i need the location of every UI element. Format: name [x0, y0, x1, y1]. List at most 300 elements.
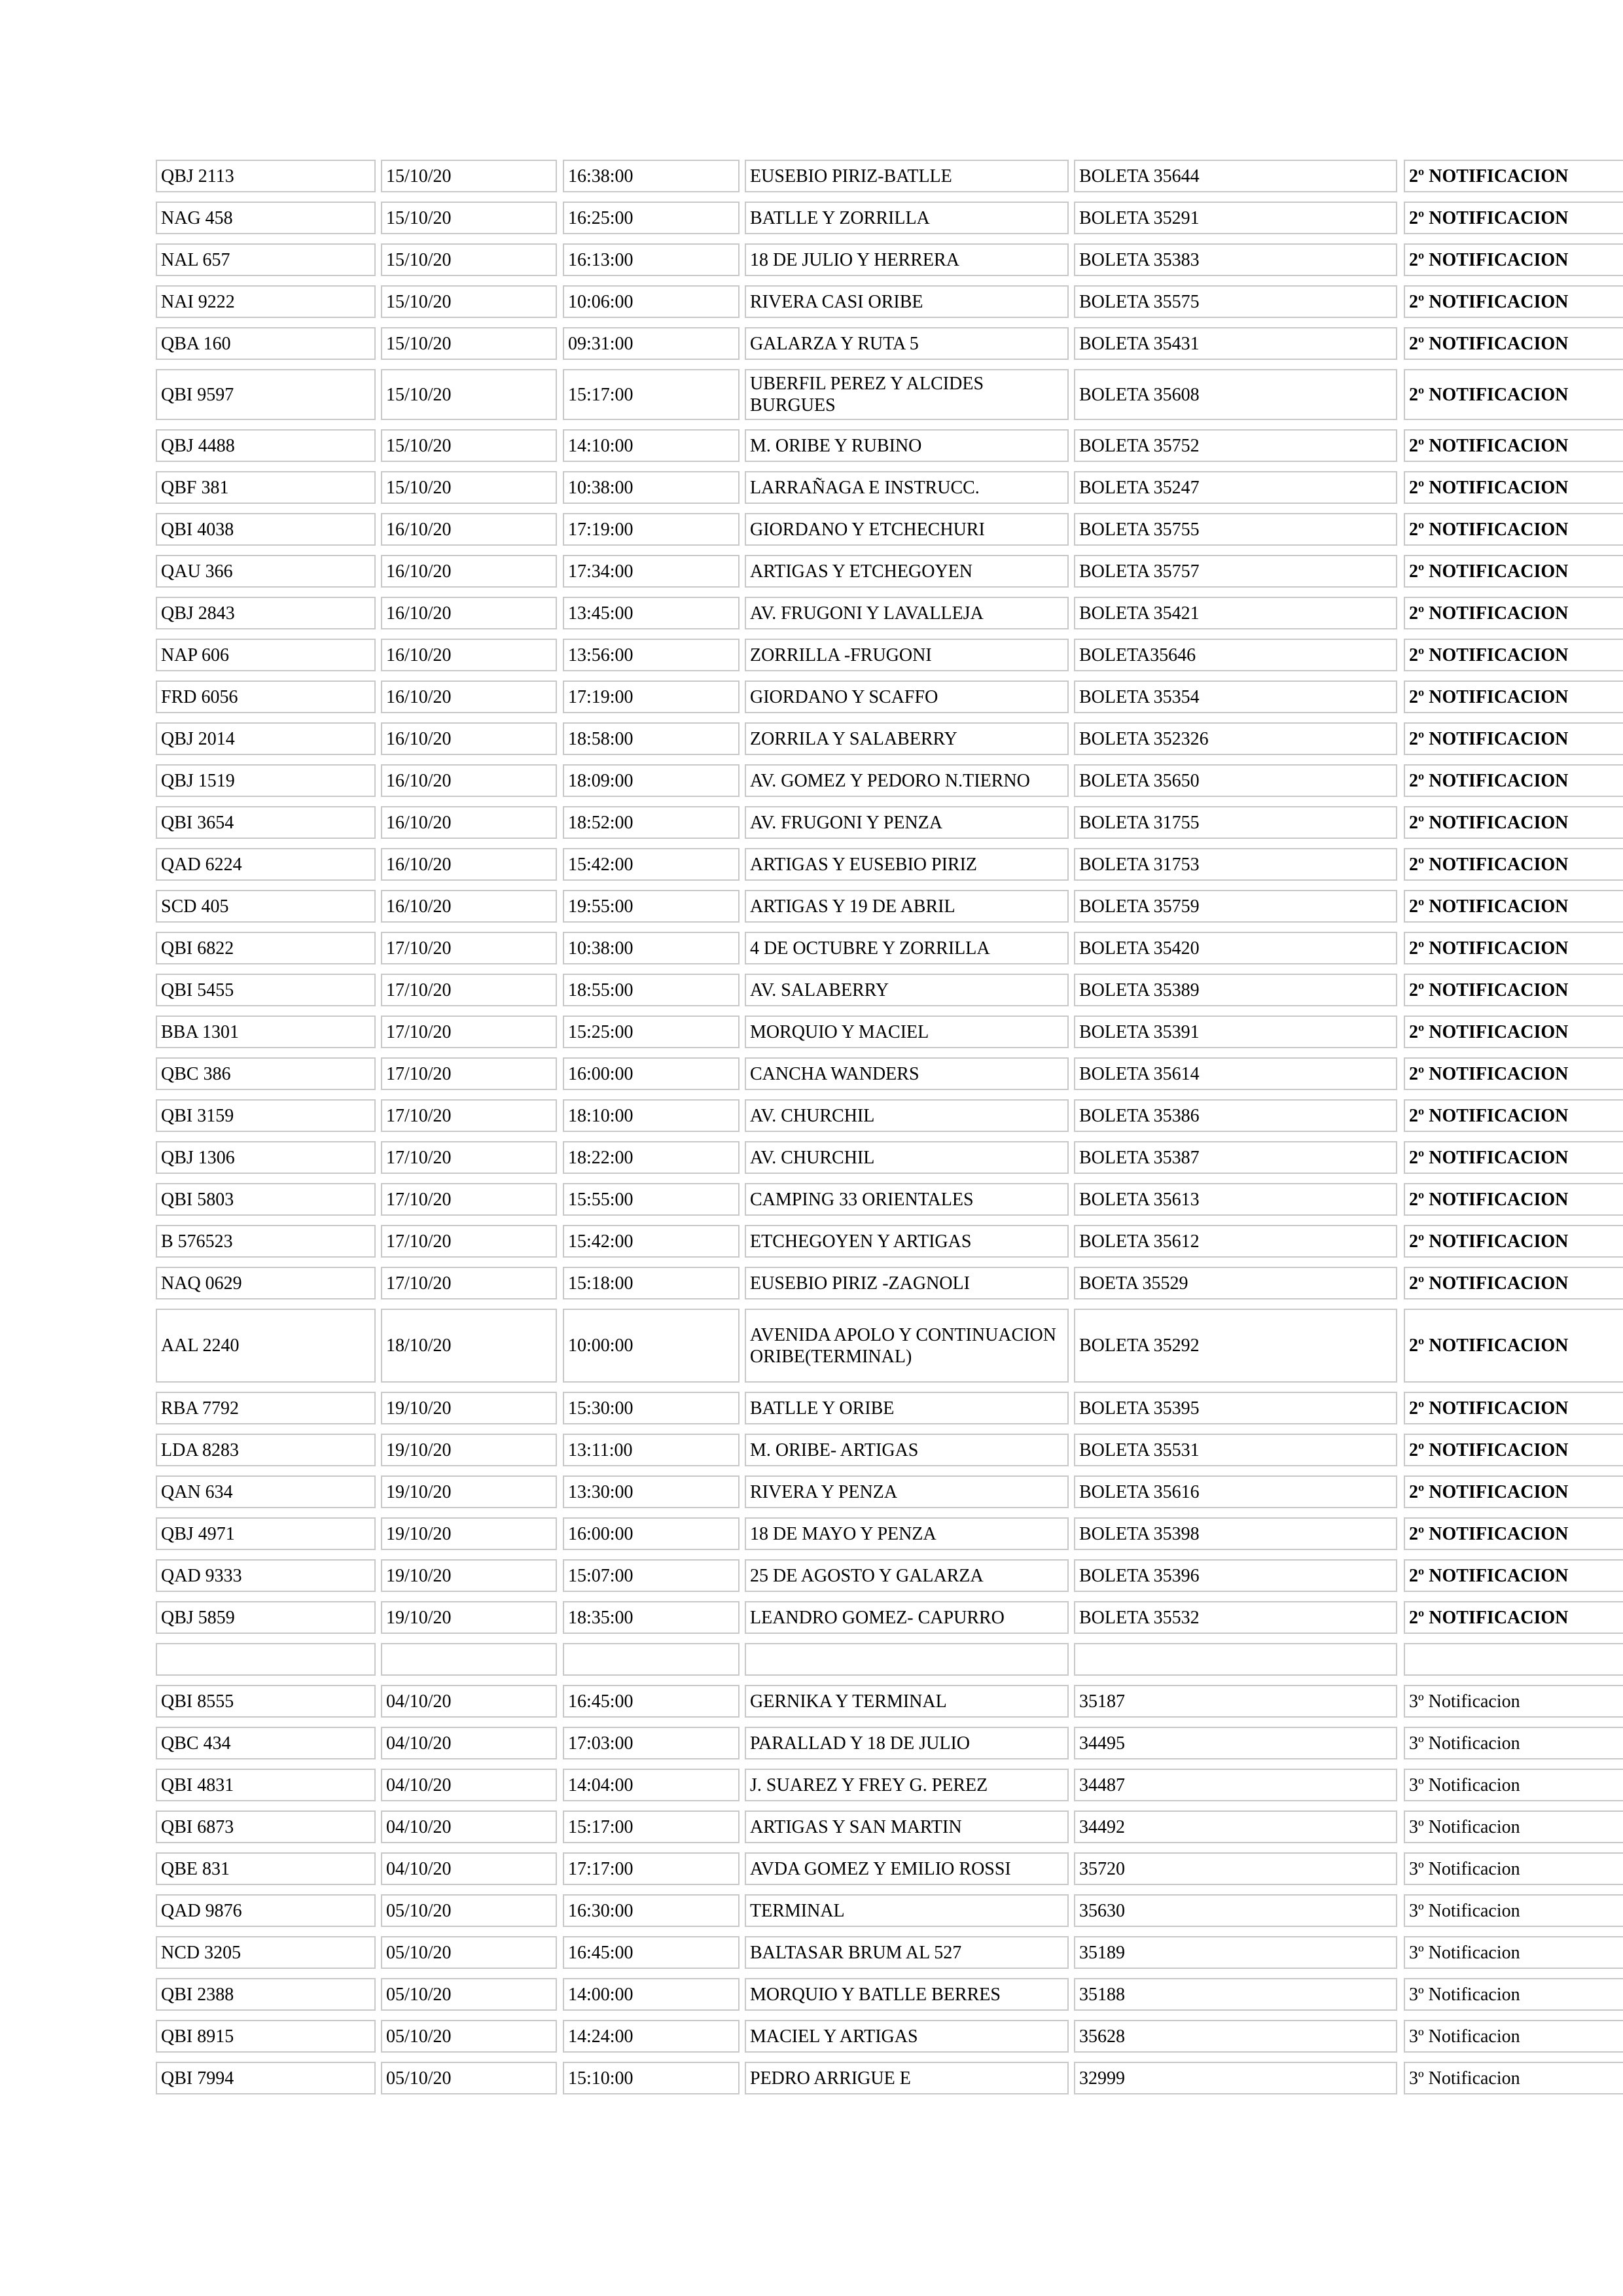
table-row: [156, 513, 1623, 546]
status-cell: 2º NOTIFICACION: [1404, 202, 1623, 234]
date-cell: 19/10/20: [381, 1559, 557, 1592]
table-row: [156, 429, 1623, 462]
date-cell: 17/10/20: [381, 1267, 557, 1299]
table-row: [156, 471, 1623, 504]
table-row: [156, 1727, 1623, 1759]
ticket-cell: 35187: [1074, 1685, 1397, 1718]
status-cell: 2º NOTIFICACION: [1404, 555, 1623, 588]
time-cell: 14:24:00: [563, 2020, 740, 2053]
plate-cell: QAD 9333: [156, 1559, 376, 1592]
plate-cell: QBJ 2113: [156, 160, 376, 192]
location-cell: MACIEL Y ARTIGAS: [745, 2020, 1069, 2053]
plate-cell: QBF 381: [156, 471, 376, 504]
date-cell: 19/10/20: [381, 1475, 557, 1508]
table-row: [156, 639, 1623, 671]
location-cell: ARTIGAS Y EUSEBIO PIRIZ: [745, 848, 1069, 881]
date-cell: 17/10/20: [381, 1225, 557, 1258]
ticket-cell: 35630: [1074, 1894, 1397, 1927]
time-cell: 15:10:00: [563, 2062, 740, 2094]
status-cell: 2º NOTIFICACION: [1404, 1475, 1623, 1508]
time-cell: 15:25:00: [563, 1016, 740, 1048]
location-cell: RIVERA CASI ORIBE: [745, 285, 1069, 318]
date-cell: 18/10/20: [381, 1309, 557, 1383]
date-cell: 17/10/20: [381, 1057, 557, 1090]
status-cell: 2º NOTIFICACION: [1404, 1434, 1623, 1466]
table-row: [156, 1475, 1623, 1508]
table-row: [156, 890, 1623, 923]
date-cell: 15/10/20: [381, 202, 557, 234]
location-cell: GERNIKA Y TERMINAL: [745, 1685, 1069, 1718]
ticket-cell: BOLETA 35420: [1074, 932, 1397, 964]
plate-cell: QBI 3159: [156, 1099, 376, 1132]
plate-cell: RBA 7792: [156, 1392, 376, 1424]
location-cell: CAMPING 33 ORIENTALES: [745, 1183, 1069, 1216]
ticket-cell: 34492: [1074, 1810, 1397, 1843]
time-cell: 16:13:00: [563, 243, 740, 276]
plate-cell: QAN 634: [156, 1475, 376, 1508]
date-cell: 15/10/20: [381, 243, 557, 276]
status-cell: 3º Notificacion: [1404, 1769, 1623, 1801]
ticket-cell: 35189: [1074, 1936, 1397, 1969]
location-cell: LARRAÑAGA E INSTRUCC.: [745, 471, 1069, 504]
table-row: [156, 680, 1623, 713]
plate-cell: QBE 831: [156, 1852, 376, 1885]
date-cell: 16/10/20: [381, 806, 557, 839]
date-cell: 16/10/20: [381, 848, 557, 881]
plate-cell: QBJ 1519: [156, 764, 376, 797]
ticket-cell: BOLETA 35396: [1074, 1559, 1397, 1592]
date-cell: 19/10/20: [381, 1601, 557, 1634]
table-row: [156, 1267, 1623, 1299]
table-row: [156, 1517, 1623, 1550]
time-cell: 16:00:00: [563, 1517, 740, 1550]
status-cell: 2º NOTIFICACION: [1404, 806, 1623, 839]
table-row: [156, 2062, 1623, 2094]
ticket-cell: BOLETA 35391: [1074, 1016, 1397, 1048]
ticket-cell: BOLETA 35395: [1074, 1392, 1397, 1424]
location-cell: ETCHEGOYEN Y ARTIGAS: [745, 1225, 1069, 1258]
time-cell: 09:31:00: [563, 327, 740, 360]
plate-cell: AAL 2240: [156, 1309, 376, 1383]
status-cell: 2º NOTIFICACION: [1404, 1601, 1623, 1634]
ticket-cell: BOLETA 35613: [1074, 1183, 1397, 1216]
plate-cell: QBJ 2843: [156, 597, 376, 629]
status-cell: 2º NOTIFICACION: [1404, 471, 1623, 504]
ticket-cell: BOLETA 35575: [1074, 285, 1397, 318]
time-cell: 18:22:00: [563, 1141, 740, 1174]
plate-cell: QBI 9597: [156, 369, 376, 420]
status-cell: 3º Notificacion: [1404, 1685, 1623, 1718]
date-cell: 05/10/20: [381, 1978, 557, 2011]
status-cell: 2º NOTIFICACION: [1404, 764, 1623, 797]
location-cell: M. ORIBE- ARTIGAS: [745, 1434, 1069, 1466]
location-cell: EUSEBIO PIRIZ -ZAGNOLI: [745, 1267, 1069, 1299]
status-cell: 2º NOTIFICACION: [1404, 1309, 1623, 1383]
ticket-cell: 35188: [1074, 1978, 1397, 2011]
ticket-cell: BOLETA 31755: [1074, 806, 1397, 839]
time-cell: 14:00:00: [563, 1978, 740, 2011]
time-cell: 17:03:00: [563, 1727, 740, 1759]
table-row: [156, 1936, 1623, 1969]
plate-cell: QBI 3654: [156, 806, 376, 839]
date-cell: 16/10/20: [381, 680, 557, 713]
time-cell: 10:06:00: [563, 285, 740, 318]
plate-cell: QBA 160: [156, 327, 376, 360]
time-cell: 17:17:00: [563, 1852, 740, 1885]
status-cell: 3º Notificacion: [1404, 1978, 1623, 2011]
time-cell: 17:34:00: [563, 555, 740, 588]
table-row: [156, 597, 1623, 629]
ticket-cell: BOLETA 35752: [1074, 429, 1397, 462]
plate-cell: QBI 2388: [156, 1978, 376, 2011]
time-cell: 15:18:00: [563, 1267, 740, 1299]
location-cell: MORQUIO Y MACIEL: [745, 1016, 1069, 1048]
date-cell: 15/10/20: [381, 429, 557, 462]
ticket-cell: BOETA 35529: [1074, 1267, 1397, 1299]
date-cell: 17/10/20: [381, 1016, 557, 1048]
status-cell: 2º NOTIFICACION: [1404, 932, 1623, 964]
plate-cell: QBJ 4488: [156, 429, 376, 462]
table-row: [156, 1685, 1623, 1718]
status-cell: 2º NOTIFICACION: [1404, 369, 1623, 420]
location-cell: 25 DE AGOSTO Y GALARZA: [745, 1559, 1069, 1592]
table-row: [156, 974, 1623, 1006]
status-cell: 3º Notificacion: [1404, 1810, 1623, 1843]
time-cell: 13:11:00: [563, 1434, 740, 1466]
ticket-cell: BOLETA 35759: [1074, 890, 1397, 923]
plate-cell: QBI 8555: [156, 1685, 376, 1718]
table-row: [156, 1099, 1623, 1132]
date-cell: 16/10/20: [381, 513, 557, 546]
time-cell: 14:10:00: [563, 429, 740, 462]
time-cell: 10:00:00: [563, 1309, 740, 1383]
location-cell: AV. SALABERRY: [745, 974, 1069, 1006]
status-cell: 2º NOTIFICACION: [1404, 597, 1623, 629]
time-cell: 17:19:00: [563, 513, 740, 546]
table-row: [156, 722, 1623, 755]
time-cell: 10:38:00: [563, 471, 740, 504]
status-cell: 2º NOTIFICACION: [1404, 1016, 1623, 1048]
location-cell: TERMINAL: [745, 1894, 1069, 1927]
status-cell: 2º NOTIFICACION: [1404, 513, 1623, 546]
ticket-cell: BOLETA 35398: [1074, 1517, 1397, 1550]
location-cell: AV. FRUGONI Y LAVALLEJA: [745, 597, 1069, 629]
time-cell: 13:45:00: [563, 597, 740, 629]
ticket-cell: BOLETA 35292: [1074, 1309, 1397, 1383]
table-row: [156, 1978, 1623, 2011]
location-cell: 4 DE OCTUBRE Y ZORRILLA: [745, 932, 1069, 964]
time-cell: 18:55:00: [563, 974, 740, 1006]
status-cell: 2º NOTIFICACION: [1404, 890, 1623, 923]
ticket-cell: BOLETA 31753: [1074, 848, 1397, 881]
plate-cell: QAD 9876: [156, 1894, 376, 1927]
ticket-cell: BOLETA 352326: [1074, 722, 1397, 755]
notification-table: [156, 160, 1623, 2094]
time-cell: 16:25:00: [563, 202, 740, 234]
time-cell: 16:00:00: [563, 1057, 740, 1090]
time-cell: 18:58:00: [563, 722, 740, 755]
location-cell: 18 DE MAYO Y PENZA: [745, 1517, 1069, 1550]
location-cell: AV. CHURCHIL: [745, 1141, 1069, 1174]
time-cell: 18:10:00: [563, 1099, 740, 1132]
ticket-cell: 35628: [1074, 2020, 1397, 2053]
location-cell: BATLLE Y ORIBE: [745, 1392, 1069, 1424]
location-cell: CANCHA WANDERS: [745, 1057, 1069, 1090]
ticket-cell: BOLETA 35431: [1074, 327, 1397, 360]
date-cell: 05/10/20: [381, 2062, 557, 2094]
date-cell: 17/10/20: [381, 1099, 557, 1132]
table-row: [156, 1810, 1623, 1843]
ticket-cell: BOLETA 35608: [1074, 369, 1397, 420]
location-cell: AVDA GOMEZ Y EMILIO ROSSI: [745, 1852, 1069, 1885]
ticket-cell: BOLETA 35532: [1074, 1601, 1397, 1634]
plate-cell: QBJ 5859: [156, 1601, 376, 1634]
table-row: [156, 1601, 1623, 1634]
date-cell: 04/10/20: [381, 1727, 557, 1759]
location-cell: M. ORIBE Y RUBINO: [745, 429, 1069, 462]
date-cell: 04/10/20: [381, 1852, 557, 1885]
location-cell: AV. GOMEZ Y PEDORO N.TIERNO: [745, 764, 1069, 797]
ticket-cell: BOLETA 35387: [1074, 1141, 1397, 1174]
date-cell: 16/10/20: [381, 555, 557, 588]
time-cell: [563, 1643, 740, 1676]
table-row: [156, 1309, 1623, 1383]
plate-cell: QBI 6873: [156, 1810, 376, 1843]
ticket-cell: BOLETA 35421: [1074, 597, 1397, 629]
plate-cell: FRD 6056: [156, 680, 376, 713]
table-row: [156, 243, 1623, 276]
date-cell: 05/10/20: [381, 1894, 557, 1927]
status-cell: 2º NOTIFICACION: [1404, 1141, 1623, 1174]
time-cell: 16:45:00: [563, 1685, 740, 1718]
table-row: [156, 1225, 1623, 1258]
table-row: [156, 1016, 1623, 1048]
location-cell: PARALLAD Y 18 DE JULIO: [745, 1727, 1069, 1759]
plate-cell: NAI 9222: [156, 285, 376, 318]
plate-cell: QBI 7994: [156, 2062, 376, 2094]
plate-cell: QBC 386: [156, 1057, 376, 1090]
location-cell: ARTIGAS Y 19 DE ABRIL: [745, 890, 1069, 923]
ticket-cell: 34495: [1074, 1727, 1397, 1759]
time-cell: 17:19:00: [563, 680, 740, 713]
time-cell: 15:07:00: [563, 1559, 740, 1592]
status-cell: 2º NOTIFICACION: [1404, 243, 1623, 276]
plate-cell: SCD 405: [156, 890, 376, 923]
date-cell: 17/10/20: [381, 974, 557, 1006]
location-cell: AV. FRUGONI Y PENZA: [745, 806, 1069, 839]
table-row: [156, 848, 1623, 881]
location-cell: RIVERA Y PENZA: [745, 1475, 1069, 1508]
ticket-cell: BOLETA 35389: [1074, 974, 1397, 1006]
time-cell: 15:42:00: [563, 848, 740, 881]
plate-cell: QAD 6224: [156, 848, 376, 881]
time-cell: 16:45:00: [563, 1936, 740, 1969]
date-cell: 15/10/20: [381, 327, 557, 360]
table-row: [156, 1894, 1623, 1927]
location-cell: J. SUAREZ Y FREY G. PEREZ: [745, 1769, 1069, 1801]
ticket-cell: [1074, 1643, 1397, 1676]
status-cell: 2º NOTIFICACION: [1404, 160, 1623, 192]
plate-cell: QBI 4038: [156, 513, 376, 546]
ticket-cell: BOLETA 35755: [1074, 513, 1397, 546]
date-cell: 04/10/20: [381, 1769, 557, 1801]
plate-cell: QBJ 1306: [156, 1141, 376, 1174]
date-cell: 17/10/20: [381, 1183, 557, 1216]
plate-cell: NAP 606: [156, 639, 376, 671]
date-cell: 16/10/20: [381, 890, 557, 923]
status-cell: 3º Notificacion: [1404, 1852, 1623, 1885]
table-row: [156, 1434, 1623, 1466]
table-row: [156, 2020, 1623, 2053]
date-cell: 15/10/20: [381, 160, 557, 192]
plate-cell: QBI 5455: [156, 974, 376, 1006]
location-cell: GIORDANO Y SCAFFO: [745, 680, 1069, 713]
table-row: [156, 202, 1623, 234]
table-row: [156, 369, 1623, 420]
date-cell: 16/10/20: [381, 764, 557, 797]
location-cell: BALTASAR BRUM AL 527: [745, 1936, 1069, 1969]
plate-cell: QBI 6822: [156, 932, 376, 964]
location-cell: [745, 1643, 1069, 1676]
status-cell: 2º NOTIFICACION: [1404, 1057, 1623, 1090]
date-cell: 04/10/20: [381, 1810, 557, 1843]
plate-cell: B 576523: [156, 1225, 376, 1258]
date-cell: 05/10/20: [381, 1936, 557, 1969]
date-cell: 15/10/20: [381, 369, 557, 420]
ticket-cell: BOLETA 35247: [1074, 471, 1397, 504]
table-row: [156, 1769, 1623, 1801]
date-cell: 15/10/20: [381, 471, 557, 504]
time-cell: 16:38:00: [563, 160, 740, 192]
ticket-cell: BOLETA 35354: [1074, 680, 1397, 713]
plate-cell: NCD 3205: [156, 1936, 376, 1969]
ticket-cell: 34487: [1074, 1769, 1397, 1801]
time-cell: 18:35:00: [563, 1601, 740, 1634]
date-cell: 17/10/20: [381, 1141, 557, 1174]
ticket-cell: BOLETA 35612: [1074, 1225, 1397, 1258]
location-cell: ARTIGAS Y ETCHEGOYEN: [745, 555, 1069, 588]
table-row: [156, 160, 1623, 192]
table-row: [156, 555, 1623, 588]
plate-cell: QBI 8915: [156, 2020, 376, 2053]
table-row: [156, 1183, 1623, 1216]
status-cell: 2º NOTIFICACION: [1404, 429, 1623, 462]
table-row: [156, 1852, 1623, 1885]
plate-cell: NAQ 0629: [156, 1267, 376, 1299]
status-cell: 2º NOTIFICACION: [1404, 1099, 1623, 1132]
date-cell: 04/10/20: [381, 1685, 557, 1718]
plate-cell: QAU 366: [156, 555, 376, 588]
plate-cell: NAG 458: [156, 202, 376, 234]
location-cell: UBERFIL PEREZ Y ALCIDES BURGUES: [745, 369, 1069, 420]
location-cell: EUSEBIO PIRIZ-BATLLE: [745, 160, 1069, 192]
time-cell: 15:55:00: [563, 1183, 740, 1216]
date-cell: 19/10/20: [381, 1517, 557, 1550]
location-cell: ZORRILLA -FRUGONI: [745, 639, 1069, 671]
status-cell: 2º NOTIFICACION: [1404, 639, 1623, 671]
status-cell: 3º Notificacion: [1404, 2020, 1623, 2053]
status-cell: 2º NOTIFICACION: [1404, 1267, 1623, 1299]
time-cell: 13:30:00: [563, 1475, 740, 1508]
plate-cell: NAL 657: [156, 243, 376, 276]
date-cell: [381, 1643, 557, 1676]
location-cell: LEANDRO GOMEZ- CAPURRO: [745, 1601, 1069, 1634]
table-row: [156, 327, 1623, 360]
status-cell: 3º Notificacion: [1404, 1894, 1623, 1927]
table-row: [156, 1392, 1623, 1424]
table-row: [156, 764, 1623, 797]
status-cell: 3º Notificacion: [1404, 1727, 1623, 1759]
ticket-cell: BOLETA 35291: [1074, 202, 1397, 234]
plate-cell: QBI 5803: [156, 1183, 376, 1216]
time-cell: 18:52:00: [563, 806, 740, 839]
status-cell: 2º NOTIFICACION: [1404, 974, 1623, 1006]
ticket-cell: BOLETA 35757: [1074, 555, 1397, 588]
table-row: [156, 932, 1623, 964]
status-cell: 2º NOTIFICACION: [1404, 848, 1623, 881]
status-cell: 3º Notificacion: [1404, 2062, 1623, 2094]
status-cell: 2º NOTIFICACION: [1404, 285, 1623, 318]
ticket-cell: BOLETA 35386: [1074, 1099, 1397, 1132]
status-cell: 2º NOTIFICACION: [1404, 1183, 1623, 1216]
plate-cell: QBJ 4971: [156, 1517, 376, 1550]
ticket-cell: 35720: [1074, 1852, 1397, 1885]
table-row: [156, 285, 1623, 318]
status-cell: 2º NOTIFICACION: [1404, 722, 1623, 755]
status-cell: [1404, 1643, 1623, 1676]
status-cell: 2º NOTIFICACION: [1404, 1517, 1623, 1550]
status-cell: 2º NOTIFICACION: [1404, 680, 1623, 713]
time-cell: 18:09:00: [563, 764, 740, 797]
time-cell: 15:17:00: [563, 369, 740, 420]
location-cell: AV. CHURCHIL: [745, 1099, 1069, 1132]
table-row: [156, 806, 1623, 839]
location-cell: GALARZA Y RUTA 5: [745, 327, 1069, 360]
ticket-cell: BOLETA 35650: [1074, 764, 1397, 797]
status-cell: 2º NOTIFICACION: [1404, 327, 1623, 360]
plate-cell: QBC 434: [156, 1727, 376, 1759]
location-cell: PEDRO ARRIGUE E: [745, 2062, 1069, 2094]
date-cell: 19/10/20: [381, 1434, 557, 1466]
date-cell: 05/10/20: [381, 2020, 557, 2053]
location-cell: ARTIGAS Y SAN MARTIN: [745, 1810, 1069, 1843]
status-cell: 2º NOTIFICACION: [1404, 1392, 1623, 1424]
date-cell: 17/10/20: [381, 932, 557, 964]
plate-cell: [156, 1643, 376, 1676]
location-cell: BATLLE Y ZORRILLA: [745, 202, 1069, 234]
location-cell: AVENIDA APOLO Y CONTINUACION ORIBE(TERMINAL): [745, 1309, 1069, 1383]
date-cell: 16/10/20: [381, 597, 557, 629]
location-cell: GIORDANO Y ETCHECHURI: [745, 513, 1069, 546]
plate-cell: QBI 4831: [156, 1769, 376, 1801]
date-cell: 16/10/20: [381, 639, 557, 671]
ticket-cell: BOLETA 35614: [1074, 1057, 1397, 1090]
location-cell: 18 DE JULIO Y HERRERA: [745, 243, 1069, 276]
time-cell: 15:17:00: [563, 1810, 740, 1843]
location-cell: ZORRILA Y SALABERRY: [745, 722, 1069, 755]
ticket-cell: BOLETA 35616: [1074, 1475, 1397, 1508]
ticket-cell: BOLETA 35644: [1074, 160, 1397, 192]
plate-cell: BBA 1301: [156, 1016, 376, 1048]
date-cell: 19/10/20: [381, 1392, 557, 1424]
plate-cell: LDA 8283: [156, 1434, 376, 1466]
ticket-cell: BOLETA 35383: [1074, 243, 1397, 276]
ticket-cell: BOLETA35646: [1074, 639, 1397, 671]
time-cell: 15:30:00: [563, 1392, 740, 1424]
date-cell: 15/10/20: [381, 285, 557, 318]
ticket-cell: 32999: [1074, 2062, 1397, 2094]
table-row: [156, 1141, 1623, 1174]
